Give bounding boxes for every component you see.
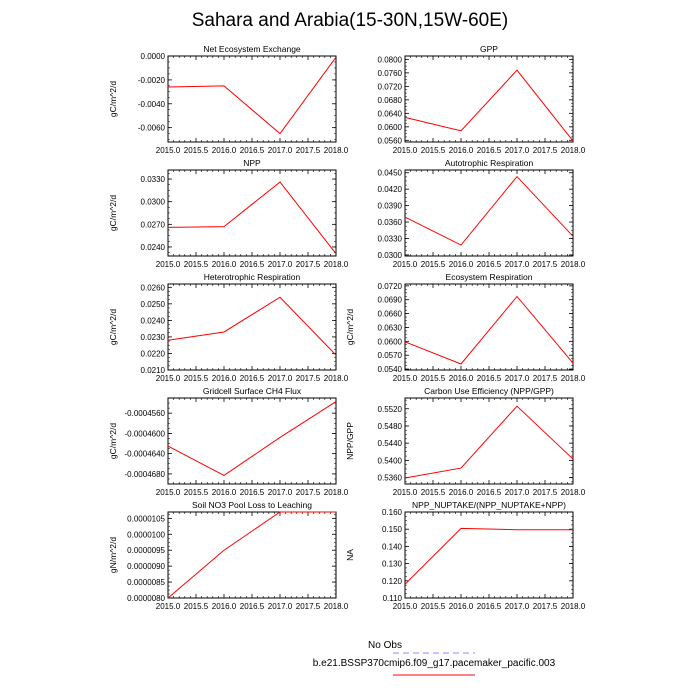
x-tick-label: 2017.0 [267,602,293,611]
plot-frame [405,170,573,256]
series-line [168,182,336,254]
x-tick-label: 2016.0 [211,488,237,497]
x-tick-label: 2015.5 [183,602,209,611]
x-tick-label: 2016.0 [448,260,474,269]
legend-model-label: b.e21.BSSP370cmip6.f09_g17.pacemaker_pacific.003 [312,658,556,669]
y-tick-label: -0.0004600 [124,429,165,439]
y-tick-label: 0.0000090 [127,562,165,572]
x-tick-label: 2018.0 [560,146,586,155]
y-tick-label: 0.5360 [377,473,402,483]
x-tick-label: 2015.0 [392,602,418,611]
chart-title: Ecosystem Respiration [445,272,533,282]
x-tick-label: 2015.0 [155,146,181,155]
chart-panel [345,500,586,611]
y-tick-label: -0.0004680 [124,469,165,479]
x-tick-label: 2015.5 [420,374,446,383]
x-tick-label: 2016.0 [211,260,237,269]
x-tick-label: 2016.5 [239,146,265,155]
chart-title: Heterotrophic Respiration [203,272,301,282]
x-tick-label: 2016.0 [448,374,474,383]
chart-panel [108,158,349,269]
y-tick-label: 0.110 [382,594,402,603]
y-tick-label: -0.0004560 [124,409,165,419]
y-tick-label: 0.0450 [377,168,402,178]
series-line [405,70,573,141]
y-tick-label: 0.0240 [140,316,165,326]
y-tick-label: 0.0640 [377,109,402,119]
x-tick-label: 2015.5 [420,146,446,155]
x-tick-label: 2017.0 [504,602,530,611]
y-tick-label: 0.0570 [377,351,402,361]
x-tick-label: 2016.5 [476,602,502,611]
y-tick-label: 0.0000095 [127,546,165,556]
y-tick-label: 0.0000080 [127,594,165,603]
x-tick-label: 2015.5 [420,602,446,611]
y-tick-label: 0.0330 [377,234,402,244]
y-tick-label: 0.0420 [377,185,402,195]
plot-frame [168,170,336,256]
y-tick-label: 0.0260 [140,283,165,293]
chart-title: GPP [480,44,498,54]
y-tick-label: 0.0360 [377,218,402,228]
series-line [405,406,573,478]
y-tick-label: 0.0390 [377,201,402,211]
plot-frame [405,512,573,598]
x-tick-label: 2016.0 [448,602,474,611]
x-tick-label: 2017.5 [532,374,558,383]
chart-title: NPP [243,158,261,168]
y-tick-label: 0.5400 [377,456,402,466]
y-tick-label: 0.0330 [140,175,165,185]
series-line [405,177,573,245]
x-tick-label: 2017.5 [532,488,558,497]
y-tick-label: 0.5440 [377,439,402,449]
x-tick-label: 2017.5 [532,602,558,611]
y-tick-label: 0.0600 [377,337,402,347]
y-tick-label: 0.130 [381,559,402,569]
y-tick-label: 0.0630 [377,323,402,333]
x-tick-label: 2018.0 [323,602,349,611]
x-tick-label: 2015.5 [420,260,446,269]
y-tick-label: 0.0240 [140,242,165,252]
chart-panel [345,272,586,383]
y-tick-label: 0.0800 [377,55,402,65]
y-tick-label: 0.0720 [377,281,402,291]
y-tick-label: 0.0660 [377,309,402,319]
x-tick-label: 2018.0 [560,374,586,383]
chart-title: Carbon Use Efficiency (NPP/GPP) [424,386,554,396]
y-axis-label: gN/m^2/d [108,536,118,574]
x-tick-label: 2018.0 [323,374,349,383]
y-axis-label: gC/m^2/d [108,194,118,232]
x-tick-label: 2017.5 [532,260,558,269]
x-tick-label: 2015.5 [183,488,209,497]
chart-title: Autotrophic Respiration [444,158,534,168]
series-line [405,528,573,584]
y-tick-label: 0.0680 [377,95,402,105]
y-tick-label: 0.0270 [140,220,165,230]
x-tick-label: 2015.5 [183,146,209,155]
x-tick-label: 2015.0 [155,488,181,497]
y-tick-label: 0.0000 [140,52,165,61]
plot-frame [168,284,336,370]
x-tick-label: 2016.5 [476,146,502,155]
y-tick-label: 0.0690 [377,295,402,305]
series-line [168,402,336,476]
series-line [405,296,573,364]
x-tick-label: 2016.5 [476,374,502,383]
x-tick-label: 2015.0 [155,374,181,383]
x-tick-label: 2018.0 [560,260,586,269]
legend-obs-label: No Obs [368,640,402,651]
x-tick-label: 2016.0 [211,374,237,383]
x-tick-label: 2017.0 [267,146,293,155]
y-tick-label: 0.0000105 [127,514,165,524]
x-tick-label: 2018.0 [560,602,586,611]
x-tick-label: 2017.0 [504,374,530,383]
chart-title: Gridcell Surface CH4 Flux [202,386,302,396]
x-tick-label: 2017.0 [504,146,530,155]
y-tick-label: 0.0560 [377,136,402,146]
x-tick-label: 2017.0 [504,260,530,269]
x-tick-label: 2016.5 [476,488,502,497]
plot-frame [168,56,336,142]
chart-panel [108,44,349,155]
y-tick-label: 0.0300 [377,250,402,260]
x-tick-label: 2018.0 [323,260,349,269]
series-line [168,57,336,133]
figure-title: Sahara and Arabia(15-30N,15W-60E) [191,10,509,31]
x-tick-label: 2016.5 [239,488,265,497]
x-tick-label: 2015.0 [392,146,418,155]
plot-frame [168,398,336,484]
y-tick-label: 0.5520 [377,404,402,414]
chart-title: NPP_NUPTAKE/(NPP_NUPTAKE+NPP) [412,500,566,510]
x-tick-label: 2016.5 [239,602,265,611]
y-tick-label: 0.150 [381,525,402,535]
x-tick-label: 2016.5 [476,260,502,269]
chart-title: Soil NO3 Pool Loss to Leaching [191,500,313,510]
series-line [168,297,336,355]
y-tick-label: 0.0250 [140,299,165,309]
y-tick-label: 0.0000085 [127,578,165,588]
x-tick-label: 2016.0 [211,146,237,155]
x-tick-label: 2015.0 [392,374,418,383]
x-tick-label: 2015.5 [183,260,209,269]
x-tick-label: 2015.0 [392,488,418,497]
y-tick-label: 0.160 [381,508,402,517]
x-tick-label: 2017.0 [267,260,293,269]
chart-title: Net Ecosystem Exchange [203,44,301,54]
x-tick-label: 2016.0 [448,146,474,155]
chart-panel [108,386,349,497]
x-tick-label: 2016.5 [239,374,265,383]
x-tick-label: 2017.5 [295,260,321,269]
y-axis-label: NPP/GPP [345,422,355,460]
x-tick-label: 2016.5 [239,260,265,269]
x-tick-label: 2017.5 [295,488,321,497]
y-tick-label: 0.140 [381,542,402,552]
x-tick-label: 2016.0 [448,488,474,497]
x-tick-label: 2015.0 [155,602,181,611]
y-tick-label: 0.0220 [140,349,165,359]
plot-frame [405,56,573,142]
x-tick-label: 2015.0 [155,260,181,269]
x-tick-label: 2015.5 [183,374,209,383]
x-tick-label: 2017.5 [532,146,558,155]
chart-panel [345,386,586,497]
x-tick-label: 2017.0 [504,488,530,497]
y-tick-label: -0.0060 [137,123,165,133]
y-tick-label: 0.0300 [140,197,165,207]
y-tick-label: 0.120 [381,576,402,586]
x-tick-label: 2015.5 [420,488,446,497]
y-tick-label: 0.0540 [377,365,402,375]
x-tick-label: 2018.0 [323,146,349,155]
chart-panel [108,500,349,611]
y-tick-label: 0.5480 [377,421,402,431]
plot-frame [405,284,573,370]
x-tick-label: 2017.5 [295,602,321,611]
y-tick-label: 0.0000100 [127,530,165,540]
series-line [168,512,336,598]
plot-frame [168,512,336,598]
chart-panel [378,158,586,269]
x-tick-label: 2017.5 [295,146,321,155]
y-axis-label: gC/m^2/d [108,80,118,118]
x-tick-label: 2017.0 [267,374,293,383]
y-tick-label: 0.0210 [140,366,165,375]
y-tick-label: 0.0600 [377,122,402,132]
x-tick-label: 2017.0 [267,488,293,497]
y-tick-label: -0.0040 [137,99,165,109]
chart-panel [108,272,349,383]
y-tick-label: -0.0004640 [124,449,165,459]
chart-panel [378,44,586,155]
y-tick-label: 0.0720 [377,82,402,92]
y-axis-label: gC/m^2/d [108,422,118,460]
y-tick-label: 0.0760 [377,68,402,78]
x-tick-label: 2018.0 [323,488,349,497]
y-tick-label: -0.0020 [137,75,165,85]
y-tick-label: 0.0230 [140,332,165,342]
x-tick-label: 2016.0 [211,602,237,611]
x-tick-label: 2017.5 [295,374,321,383]
x-tick-label: 2015.0 [392,260,418,269]
y-axis-label: NA [345,549,355,561]
x-tick-label: 2018.0 [560,488,586,497]
y-axis-label: gC/m^2/d [345,308,355,346]
plot-frame [405,398,573,484]
y-axis-label: gC/m^2/d [108,308,118,346]
